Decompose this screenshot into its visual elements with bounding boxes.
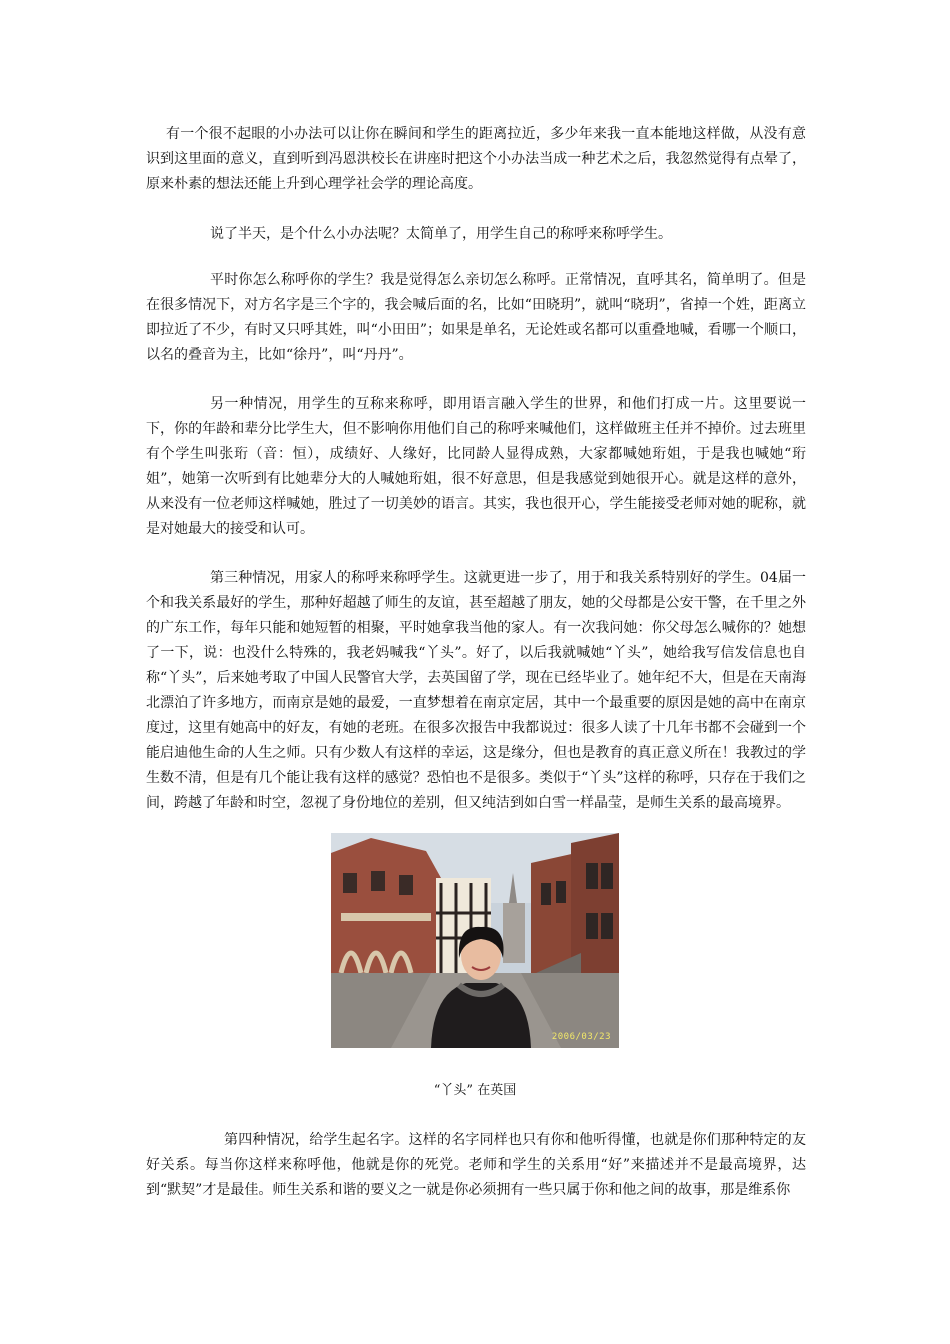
paragraph-first-case: 平时你怎么称呼你的学生？我是觉得怎么亲切怎么称呼。正常情况，直呼其名，简单明了。但是在很多情况下，对方名字是三个字的，我会喊后面的名，比如“田晓玥”，就叫“晓玥”，省掉一个姓，距离立即拉近了不少，有时又只呼其姓，叫“小田田”；如果是单名，无论姓或名都可以重叠地喊，看哪一个顺口，以名的叠音为主，比如“徐丹”，叫“丹丹”。 xyxy=(146,272,806,363)
street-scene-image xyxy=(331,833,619,1048)
paragraph-third-case: 第三种情况，用家人的称呼来称呼学生。这就更进一步了，用于和我关系特别好的学生。04届一个和我关系最好的学生，那种好超越了师生的友谊，甚至超越了朋友，她的父母都是公安干警，在千里之外的广东工作，每年只能和她短暂的相聚，平时她拿我当他的家人。有一次我问她：你父母怎么喊你的？她想了一下，说：也没什么特殊的，我老妈喊我“丫头”。好了，以后我就喊她“丫头”，她给我写信发信息也自称“丫头”，后来她考取了中国人民警官大学，去英国留了学，现在已经毕业了。她年纪不大，但是在天南海北漂泊了许多地方，而南京是她的最爱，一直梦想着在南京定居，其中一个最重要的原因是她的高中在南京度过，这里有她高中的好友，有她的老班。在很多次报告中我都说过：很多人读了十几年书都不会碰到一个能启迪他生命的人生之师。只有少数人有这样的幸运，这是缘分，但也是教育的真正意义所在！我教过的学生数不清，但是有几个能让我有这样的感觉？恐怕也不是很多。类似于“丫头”这样的称呼，只存在于我们之间，跨越了年龄和时空，忽视了身份地位的差别，但又纯洁到如白雪一样晶莹，是师生关系的最高境界。 xyxy=(146,570,806,811)
paragraph-intro: 有一个很不起眼的小办法可以让你在瞬间和学生的距离拉近，多少年来我一直本能地这样做，从没有意识到这里面的意义，直到听到冯恩洪校长在讲座时把这个小办法当成一种艺术之后，我忽然觉得有点晕了，原来朴素的想法还能上升到心理学社会学的理论高度。 xyxy=(146,126,806,192)
student-photo xyxy=(331,833,619,1048)
paragraph-method: 说了半天，是个什么小办法呢？太简单了，用学生自己的称呼来称呼学生。 xyxy=(210,226,672,242)
photo-caption: “丫头” 在英国 xyxy=(433,1083,517,1098)
photo-date-stamp: 2006/03/23 xyxy=(551,1032,611,1042)
paragraph-second-case: 另一种情况，用学生的互称来称呼，即用语言融入学生的世界，和他们打成一片。这里要说一下，你的年龄和辈分比学生大，但不影响你用他们自己的称呼来喊他们，这样做班主任并不掉价。过去班里有个学生叫张珩（音：恒），成绩好、人缘好，比同龄人显得成熟，大家都喊她珩姐，于是我也喊她“珩姐”，她第一次听到有比她辈分大的人喊她珩姐，很不好意思，但是我感觉到她很开心。就是这样的意外，从来没有一位老师这样喊她，胜过了一切美妙的语言。其实，我也很开心，学生能接受老师对她的昵称，就是对她最大的接受和认可。 xyxy=(146,396,806,537)
paragraph-fourth-case: 第四种情况，给学生起名字。这样的名字同样也只有你和他听得懂，也就是你们那种特定的友好关系。每当你这样来称呼他，他就是你的死党。老师和学生的关系用“好”来描述并不是最高境界，达到“默契”才是最佳。师生关系和谐的要义之一就是你必须拥有一些只属于你和他之间的故事，那是维系你 xyxy=(146,1132,806,1198)
